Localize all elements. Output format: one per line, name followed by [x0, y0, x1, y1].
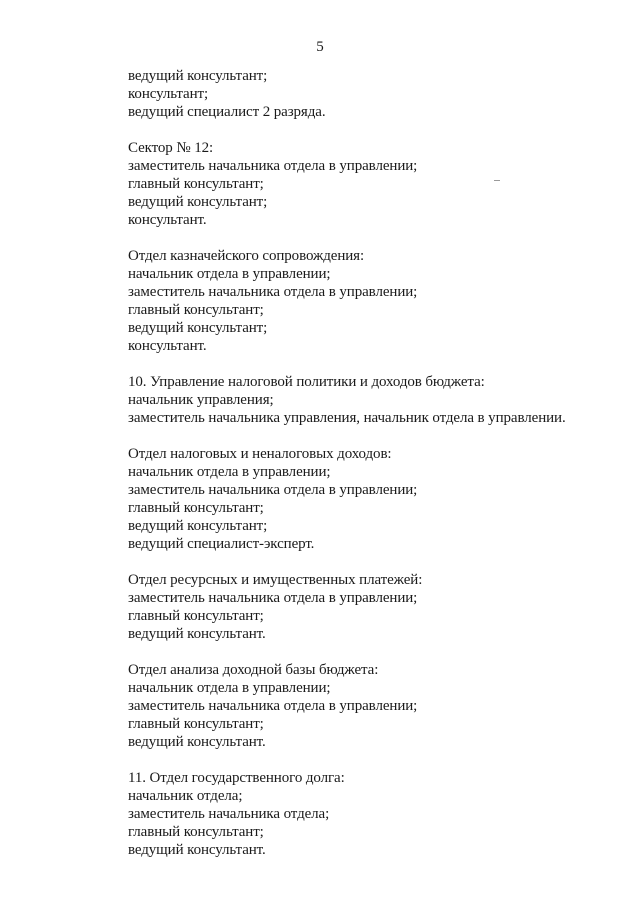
text-line: главный консультант; — [128, 716, 264, 732]
document-section — [128, 571, 628, 643]
text-line: заместитель начальника отдела в управлении; — [128, 590, 418, 606]
section-heading: 10. Управление налоговой политики и доходов бюджета: — [128, 374, 485, 390]
text-line: главный консультант; — [128, 824, 264, 840]
text-line: ведущий консультант; — [128, 518, 268, 534]
text-line: консультант. — [128, 338, 207, 354]
section-heading: Отдел ресурсных и имущественных платежей: — [128, 572, 423, 588]
text-line: ведущий консультант; — [128, 194, 268, 210]
text-line: главный консультант; — [128, 302, 264, 318]
text-line: ведущий специалист 2 разряда. — [128, 104, 326, 120]
document-section — [128, 769, 628, 859]
text-line: заместитель начальника отдела в управлении; — [128, 284, 418, 300]
text-line: консультант. — [128, 212, 207, 228]
text-line: ведущий консультант; — [128, 320, 268, 336]
text-line: ведущий консультант. — [128, 626, 266, 642]
section-heading: 11. Отдел государственного долга: — [128, 770, 345, 786]
document-section — [128, 445, 628, 553]
text-line: заместитель начальника отдела в управлении; — [128, 158, 418, 174]
page-number: 5 — [316, 39, 324, 55]
section-heading: Отдел анализа доходной базы бюджета: — [128, 662, 379, 678]
section-heading: Отдел налоговых и неналоговых доходов: — [128, 446, 392, 462]
text-line: начальник отдела в управлении; — [128, 680, 331, 696]
text-line: начальник отдела в управлении; — [128, 266, 331, 282]
document-section — [128, 373, 628, 427]
document-body — [128, 67, 628, 859]
text-line: начальник управления; — [128, 392, 274, 408]
text-line: ведущий специалист-эксперт. — [128, 536, 315, 552]
text-line: заместитель начальника отдела в управлении; — [128, 698, 418, 714]
section-heading: Отдел казначейского сопровождения: — [128, 248, 365, 264]
text-line: ведущий консультант. — [128, 842, 266, 858]
document-section — [128, 139, 628, 229]
text-line: заместитель начальника управления, начальник отдела в управлении. — [128, 410, 566, 426]
document-section — [128, 661, 628, 751]
text-line: главный консультант; — [128, 500, 264, 516]
text-line: главный консультант; — [128, 176, 264, 192]
text-line: заместитель начальника отдела в управлении; — [128, 482, 418, 498]
text-line: консультант; — [128, 86, 209, 102]
section-heading: Сектор № 12: — [128, 140, 214, 156]
text-line: начальник отдела; — [128, 788, 243, 804]
text-line: главный консультант; — [128, 608, 264, 624]
text-line: ведущий консультант. — [128, 734, 266, 750]
document-section — [128, 67, 628, 121]
document-section — [128, 247, 628, 355]
text-line: начальник отдела в управлении; — [128, 464, 331, 480]
text-line: ведущий консультант; — [128, 68, 268, 84]
text-line: заместитель начальника отдела; — [128, 806, 330, 822]
